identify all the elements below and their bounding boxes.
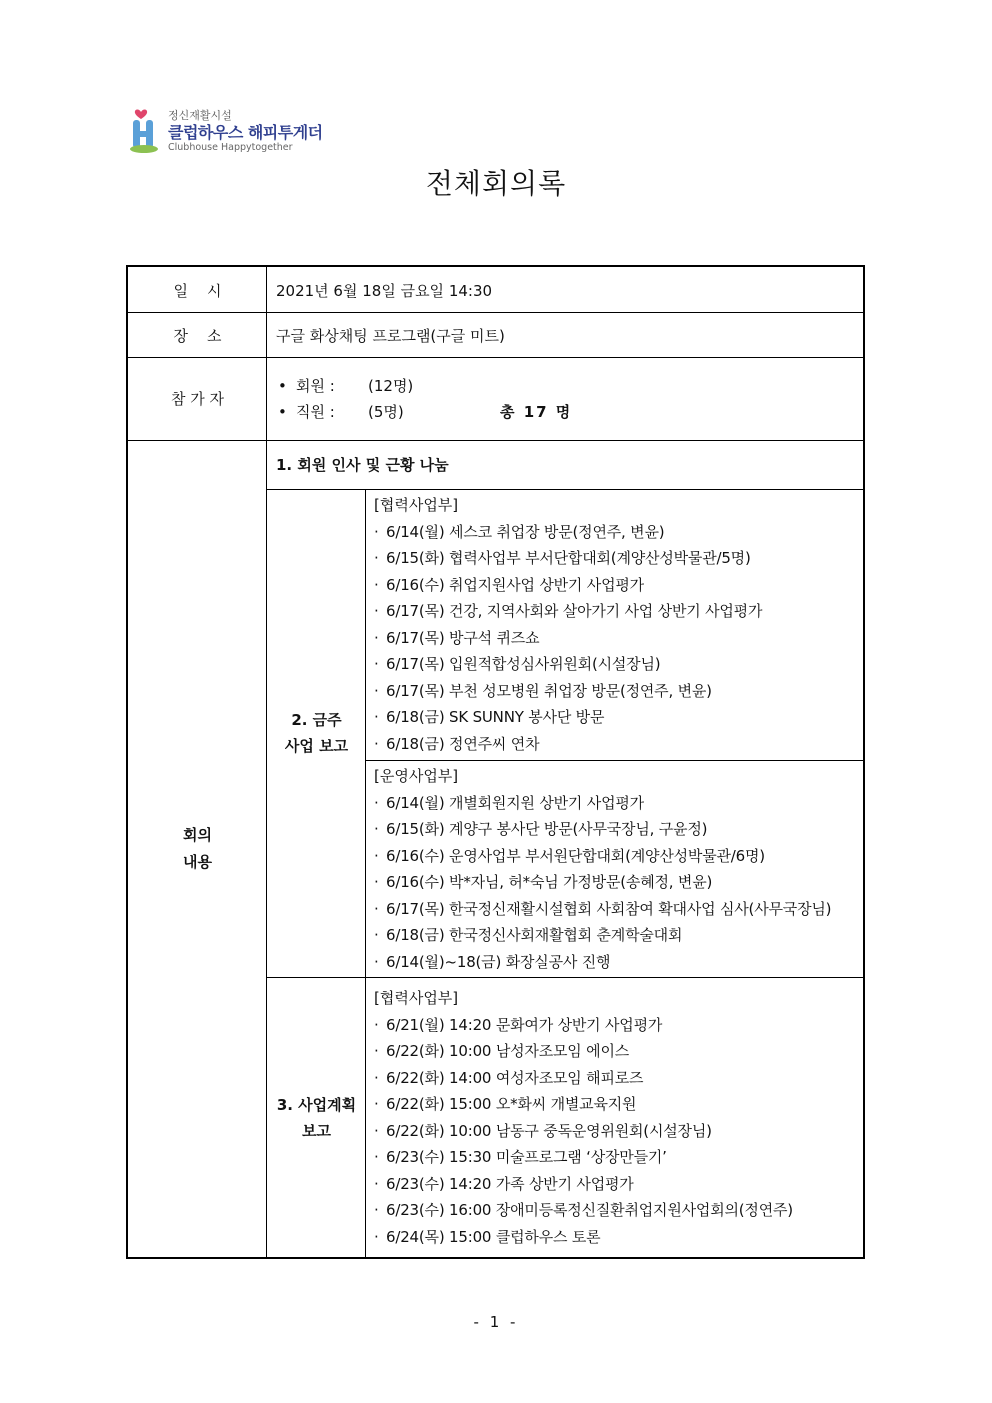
list-item xyxy=(374,896,831,923)
item-text: 6/14(월) 세스코 취업장 방문(정연주, 변윤) xyxy=(386,522,665,541)
bullet: • xyxy=(278,377,287,395)
row-divider xyxy=(128,312,863,313)
list-item xyxy=(374,949,831,976)
item-marker: · xyxy=(374,899,379,918)
item-text: 6/16(수) 박*자님, 허*숙님 가정방문(송혜정, 변윤) xyxy=(386,873,713,891)
item-marker: · xyxy=(374,575,379,594)
item-text: 6/21(월) 14:20 문화여가 상반기 사업평가 xyxy=(386,1015,663,1034)
content-label-line1: 회의 xyxy=(183,826,212,844)
section1-heading: 1. 회원 인사 및 근황 나눔 xyxy=(276,456,449,474)
item-marker: · xyxy=(374,1095,379,1113)
list-item xyxy=(374,816,831,843)
item-text: 6/22(화) 14:00 여성자조모임 해피로즈 xyxy=(386,1068,644,1087)
item-marker: · xyxy=(374,1201,379,1219)
clubhouse-logo-icon xyxy=(128,106,162,154)
item-text: 6/18(금) 정연주씨 연차 xyxy=(386,734,540,753)
item-marker: · xyxy=(374,1042,379,1060)
attendee-role: 직원 : xyxy=(296,403,335,421)
item-marker: · xyxy=(374,1148,379,1166)
row-divider xyxy=(365,760,863,761)
attendee-total: 총 17 명 xyxy=(500,403,573,421)
section2-label xyxy=(268,707,365,759)
item-text: 6/22(화) 10:00 남성자조모임 에이스 xyxy=(386,1042,630,1060)
item-marker: · xyxy=(374,734,379,753)
list-item xyxy=(374,598,762,625)
content-label xyxy=(128,822,267,876)
column-divider xyxy=(266,267,267,1257)
list-item xyxy=(374,625,762,652)
group-heading: [운영사업부] xyxy=(374,767,459,785)
list-item xyxy=(374,1197,793,1224)
list-item xyxy=(374,869,831,896)
item-marker: · xyxy=(374,1227,379,1246)
date-value: 2021년 6월 18일 금요일 14:30 xyxy=(276,282,493,300)
section3-label-line1: 3. 사업계획 xyxy=(276,1096,357,1114)
place-label: 장 소 xyxy=(173,327,222,345)
item-text: 6/15(화) 협력사업부 부서단합대회(계양산성박물관/5명) xyxy=(386,549,751,567)
logo-subtitle: 정신재활시설 xyxy=(168,109,232,122)
list-item xyxy=(374,731,762,758)
list-item xyxy=(374,1224,793,1251)
list-item xyxy=(374,651,762,678)
list-item xyxy=(374,572,762,599)
item-marker: · xyxy=(374,1121,379,1140)
list-item xyxy=(374,1171,793,1198)
date-label: 일 시 xyxy=(173,282,222,300)
item-text: 6/23(수) 16:00 장애미등록정신질환취업지원사업회의(정연주) xyxy=(386,1201,793,1219)
item-marker: · xyxy=(374,1068,379,1087)
attendee-role: 회원 : xyxy=(296,377,335,395)
attendee-count: (5명) xyxy=(368,403,404,421)
item-text: 6/14(월) 개별회원지원 상반기 사업평가 xyxy=(386,793,644,812)
row-divider xyxy=(266,489,863,490)
item-text: 6/18(금) SK SUNNY 봉사단 방문 xyxy=(386,708,605,726)
cooperation-dept-weekly-report xyxy=(374,492,762,757)
row-divider xyxy=(266,977,863,978)
list-item xyxy=(374,1012,793,1039)
list-item xyxy=(374,1091,793,1118)
logo-english-name: Clubhouse Happytogether xyxy=(168,142,293,153)
item-marker: · xyxy=(374,602,379,620)
item-marker: · xyxy=(374,549,379,567)
list-item xyxy=(374,545,762,572)
item-text: 6/17(목) 건강, 지역사회와 살아가기 사업 상반기 사업평가 xyxy=(386,602,763,620)
list-item xyxy=(374,922,831,949)
group-heading: [협력사업부] xyxy=(374,989,459,1007)
list-item xyxy=(374,678,762,705)
item-marker: · xyxy=(374,628,379,647)
attendee-staff xyxy=(278,401,404,422)
logo-name: 클럽하우스 해피투게더 xyxy=(168,123,323,142)
item-marker: · xyxy=(374,655,379,673)
content-label-line2: 내용 xyxy=(183,853,212,871)
section3-label xyxy=(268,1092,365,1144)
item-marker: · xyxy=(374,522,379,541)
section2-label-line1: 2. 금주 xyxy=(291,711,342,729)
attendee-members xyxy=(278,375,414,396)
attendees-label: 참 가 자 xyxy=(170,390,224,408)
item-text: 6/17(목) 부천 성모병원 취업장 방문(정연주, 변윤) xyxy=(386,681,712,700)
page-number: - 1 - xyxy=(473,1313,519,1331)
list-item xyxy=(374,790,831,817)
row-divider xyxy=(128,440,863,441)
item-text: 6/16(수) 운영사업부 부서원단합대회(계양산성박물관/6명) xyxy=(386,846,765,865)
item-marker: · xyxy=(374,873,379,891)
minutes-table xyxy=(126,265,865,1259)
item-text: 6/18(금) 한국정신사회재활협회 춘계학술대회 xyxy=(386,926,683,944)
item-marker: · xyxy=(374,681,379,700)
item-text: 6/15(화) 계양구 봉사단 방문(사무국장님, 구윤정) xyxy=(386,820,708,838)
attendee-count: (12명) xyxy=(368,377,414,395)
bullet: • xyxy=(278,403,287,421)
cooperation-dept-business-plan xyxy=(374,985,793,1250)
item-marker: · xyxy=(374,1174,379,1193)
item-text: 6/17(목) 입원적합성심사위원회(시설장님) xyxy=(386,655,661,673)
list-item xyxy=(374,704,762,731)
list-item xyxy=(374,843,831,870)
item-text: 6/23(수) 14:20 가족 상반기 사업평가 xyxy=(386,1174,634,1193)
list-item xyxy=(374,519,762,546)
document-title: 전체회의록 xyxy=(425,167,567,200)
item-marker: · xyxy=(374,926,379,944)
item-text: 6/22(화) 10:00 남동구 중독운영위원회(시설장님) xyxy=(386,1121,712,1140)
item-text: 6/22(화) 15:00 오*화씨 개별교육지원 xyxy=(386,1095,637,1113)
item-text: 6/23(수) 15:30 미술프로그램 ‘상장만들기’ xyxy=(386,1148,667,1166)
list-item xyxy=(374,1038,793,1065)
list-item xyxy=(374,1065,793,1092)
item-marker: · xyxy=(374,1015,379,1034)
logo xyxy=(128,104,328,156)
item-text: 6/24(목) 15:00 클럽하우스 토론 xyxy=(386,1227,601,1246)
row-divider xyxy=(128,357,863,358)
item-marker: · xyxy=(374,820,379,838)
item-marker: · xyxy=(374,846,379,865)
item-marker: · xyxy=(374,708,379,726)
section3-label-line2: 보고 xyxy=(302,1122,331,1140)
list-item xyxy=(374,1144,793,1171)
item-marker: · xyxy=(374,793,379,812)
group-heading: [협력사업부] xyxy=(374,496,459,514)
item-text: 6/14(월)~18(금) 화장실공사 진행 xyxy=(386,952,611,971)
list-item xyxy=(374,1118,793,1145)
operation-dept-weekly-report xyxy=(374,763,831,975)
section2-label-line2: 사업 보고 xyxy=(284,737,349,755)
column-divider xyxy=(365,489,366,1257)
item-text: 6/16(수) 취업지원사업 상반기 사업평가 xyxy=(386,575,644,594)
item-text: 6/17(목) 방구석 퀴즈쇼 xyxy=(386,628,540,647)
item-text: 6/17(목) 한국정신재활시설협회 사회참여 확대사업 심사(사무국장님) xyxy=(386,899,832,918)
place-value: 구글 화상채팅 프로그램(구글 미트) xyxy=(276,327,505,345)
item-marker: · xyxy=(374,952,379,971)
